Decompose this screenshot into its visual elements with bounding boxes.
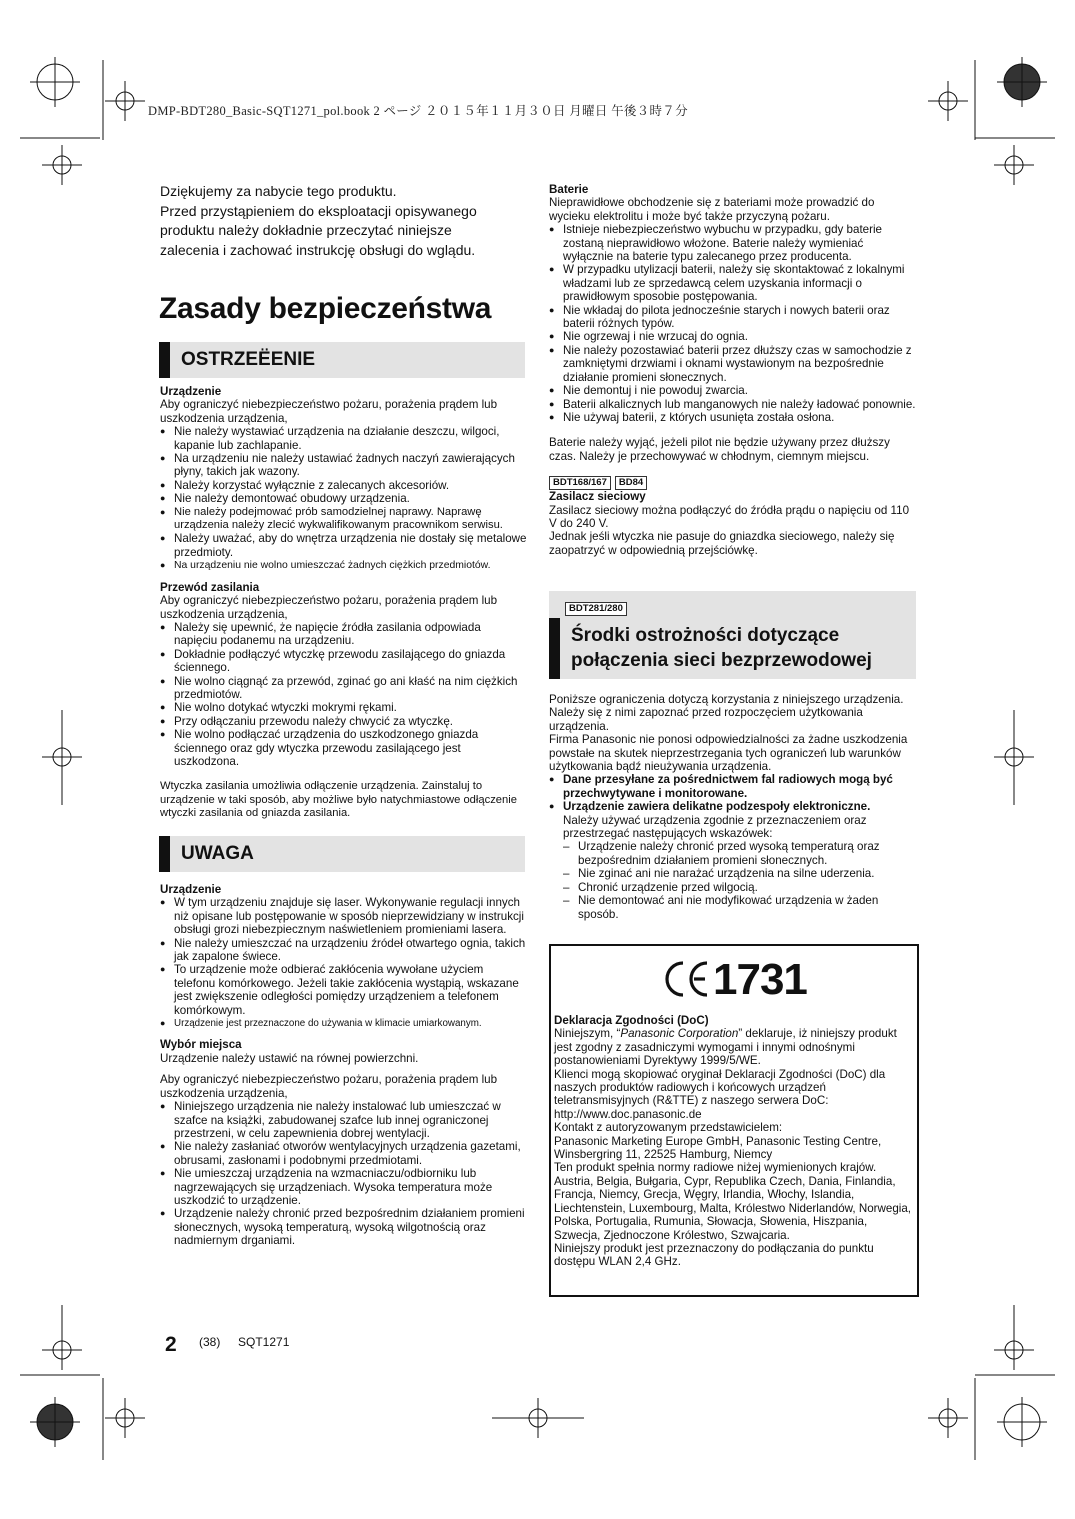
list-item: ● Nie należy zasłaniać otworów wentylacyjnych urządzenia gazetami, obrusami, zasłonami i podobnymi przedmiotami. [160,1140,527,1167]
list-item [549,800,916,840]
declaration-paragraph: Klienci mogą skopiować oryginał Deklaracji Zgodności (DoC) dla naszych produktów radiowych i końcowych urządzeń teletransmisyjnych (R&TTE) z naszego serwera DoC: [554,1067,886,1108]
list-item: ● Nie należy pozostawiać baterii przez dłuższy czas w samochodzie z zamkniętymi drzwiami i oknami wystawionym na bezpośrednie działanie promieni słonecznych. [549,344,916,384]
declaration-paragraph: Panasonic Marketing Europe GmbH, Panasonic Testing Centre, Winsbergring 11, 22525 Hamburg, Niemcy [554,1134,882,1162]
wireless-heading-line: Środki ostrożności dotyczące [571,625,840,646]
declaration-box [549,944,919,1297]
list-item: ● Należy uważać, aby do wnętrza urządzenia nie dostały się metalowe przedmioty. [160,532,527,559]
text-span: ” deklaruje, iż niniejszy produkt jest zgodny z zasadniczymi wymogami i innymi odnośnymi postanowieniami Dyrektywy 1999/5/WE. [554,1027,897,1068]
wireless-list [549,773,916,840]
document-code: SQT1271 [238,1335,290,1349]
list-item: ● Nie wolno ciągnąć za przewód, zginać go ani kłaść na nim ciężkich przedmiotów. [160,675,527,702]
list-item: ● Nie należy wystawiać urządzenia na działanie deszczu, wilgoci, kapanie lub zachlapanie. [160,425,527,452]
list-item: ● Nie wolno podłączać urządzenia do uszkodzonego gniazda ściennego oraz gdy wtyczka przewodu zasilającego jest uszkodzona. [160,728,527,768]
list-item: – Nie demontować ani nie modyfikować urządzenia w żaden sposób. [563,894,916,921]
bold-text: Dane przesyłane za pośrednictwem fal radiowych mogą być przechwytywane i monitorowane. [563,773,893,800]
batteries-intro: Nieprawidłowe obchodzenie się z bateriami może prowadzić do wycieku elektrolitu i może być także przyczyną pożaru. [549,196,875,223]
list-item: ● Urządzenie należy chronić przed bezpośrednim działaniem promieni słonecznych, wysoką temperaturą, wysoką wilgotnością oraz nadmiernym drganiami. [160,1207,527,1247]
place-intro: Aby ograniczyć niebezpieczeństwo pożaru, porażenia prądem lub uszkodzenia urządzenia, [160,1073,498,1100]
page-reference: (38) [199,1335,221,1349]
list-item: ● Istnieje niebezpieczeństwo wybuchu w przypadku, gdy baterie zostaną nieprawidłowo włożone. Baterie należy wymieniać wyłącznie na baterie typu zalecanego przez producenta. [549,223,916,263]
heading-mark [159,836,170,872]
doc-url: http://www.doc.panasonic.de [554,1107,702,1121]
device-subtitle: Urządzenie [160,385,222,398]
caution-heading: UWAGA [181,843,254,864]
device-warning-list [160,425,527,572]
heading-mark [159,342,170,378]
caution-heading-bar [159,836,525,872]
caution-device-list [160,896,527,1030]
list-item: ● Niniejszego urządzenia nie należy instalować lub umieszczać w szafce na książki, zabudowanej szafce lub innej ograniczonej przestrzeni, w celu zapewnienia dobrej wentylacji. [160,1100,527,1140]
cord-subtitle: Przewód zasilania [160,580,260,594]
declaration-paragraph: Kontakt z autoryzowanym przedstawicielem: [554,1121,783,1135]
batteries-subtitle: Baterie [549,183,589,196]
caution-device-subtitle: Urządzenie [160,883,222,896]
page-title: Zasady bezpieczeństwa [159,292,492,325]
intro-line: zalecenia i zachować instrukcję obsługi do wglądu. [160,241,476,258]
list-item: ● Nie demontuj i nie powoduj zwarcia. [549,384,916,397]
place-subtitle: Wybór miejsca [160,1038,242,1052]
warning-heading-bar [159,342,525,378]
intro-text [160,182,520,260]
declaration-paragraph: Ten produkt spełnia normy radiowe niżej wymienionych krajów. [554,1161,877,1175]
heading-mark [549,618,560,679]
cord-warning-list [160,621,527,768]
list-item: ● Należy korzystać wyłącznie z zalecanych akcesoriów. [160,479,527,492]
list-item: ● Nie umieszczaj urządzenia na wzmacniaczu/odbiorniku lub nagrzewających się urządzeniach. Wysoka temperatura może uszkodzić to urządzenie. [160,1167,527,1207]
file-header: DMP-BDT280_Basic-SQT1271_pol.book 2 ページ ２０１５年１１月３０日 月曜日 午後３時７分 [148,104,688,118]
list-item: ● Należy się upewnić, że napięcie źródła zasilania odpowiada napięciu podanemu na urządzeniu. [160,621,527,648]
list-item: ● W tym urządzeniu znajduje się laser. Wykonywanie regulacji innych niż opisane lub postępowanie w sposób nieprzewidziany w instrukcji obsługi grozi niebezpiecznym naświetleniem promieniami lasera. [160,896,527,936]
country-list: Austria, Belgia, Bułgaria, Cypr, Republika Czech, Dania, Finlandia, Francja, Niemcy, Grecja, Węgry, Irlandia, Włochy, Islandia, Liechtenstein, Luxembourg, Malta, Królestwo Niderlandów, Norwegia, Polska, Portugalia, Rumunia, Słowacja, Słowenia, Hiszpania, Szwecja, Zjednoczone Królestwo, Szwajcaria. [554,1174,912,1242]
list-item [549,773,916,800]
model-tag: BDT281/280 [565,602,627,616]
list-item: ● Przy odłączaniu przewodu należy chwycić za wtyczkę. [160,715,527,728]
adapter-text: Jednak jeśli wtyczka nie pasuje do gniazdka sieciowego, należy się zaopatrzyć w odpowiednią przejściówkę. [549,530,895,557]
device-intro: Aby ograniczyć niebezpieczeństwo pożaru, porażenia prądem lub uszkodzenia urządzenia, [160,398,498,425]
declaration-paragraph [554,1027,914,1067]
declaration-text [554,1014,914,1269]
list-item: ● Nie należy podejmować prób samodzielnej naprawy. Naprawę urządzenia należy zlecić wykwalifikowanym pracownikom serwisu. [160,506,527,533]
model-tags [549,475,916,490]
warning-heading: OSTRZEËENIE [181,349,316,370]
wireless-heading [571,623,872,673]
list-item: ● Nie należy umieszczać na urządzeniu źródeł otwartego ognia, takich jak zapalone świece. [160,937,527,964]
list-item: ● Urządzenie jest przeznaczone do używania w klimacie umiarkowanym. [160,1017,527,1030]
ce-mark [663,955,807,1004]
cord-intro: Aby ograniczyć niebezpieczeństwo pożaru, porażenia prądem lub uszkodzenia urządzenia, [160,594,498,621]
text-span: Niniejszym, “ [554,1027,621,1041]
adapter-subtitle: Zasilacz sieciowy [549,490,646,504]
declaration-paragraph: Niniejszy produkt jest przeznaczony do podłączania do punktu dostępu WLAN 2,4 GHz. [554,1241,874,1269]
place-list [160,1100,527,1247]
intro-line: produktu należy dokładnie przeczytać niniejsze [160,222,452,238]
list-item: – Nie zginać ani nie narażać urządzenia na silne uderzenia. [563,867,916,880]
caution-section [160,883,527,1248]
bold-text: Urządzenie zawiera delikatne podzespoły elektroniczne. [563,800,871,814]
list-item: ● W przypadku utylizacji baterii, należy się skontaktować z lokalnymi władzami lub ze sprzedawcą celem uzyskania informacji o prawidłowym sposobie postępowania. [549,263,916,303]
list-item: ● Nie wkładaj do pilota jednocześnie starych i nowych baterii oraz baterii różnych typów. [549,304,916,331]
list-item: – Chronić urządzenie przed wilgocią. [563,881,916,894]
batteries-list [549,223,916,424]
list-item: ● Na urządzeniu nie wolno umieszczać żadnych ciężkich przedmiotów. [160,559,527,572]
list-item: ● Nie należy demontować obudowy urządzenia. [160,492,527,505]
list-item: – Urządzenie należy chronić przed wysoką temperaturą oraz bezpośrednim działaniem promieni słonecznych. [563,840,916,867]
batteries-footer: Baterie należy wyjąć, jeżeli pilot nie będzie używany przez dłuższy czas. Należy je przechowywać w chłodnym, ciemnym miejscu. [549,436,890,463]
list-item: ● Dokładnie podłączyć wtyczkę przewodu zasilającego do gniazda ściennego. [160,648,527,675]
wireless-heading-line: połączenia sieci bezprzewodowej [571,650,872,671]
list-item: ● To urządzenie może odbierać zakłócenia wywołane użyciem telefonu komórkowego. Jeżeli takie zakłócenia wystąpią, wskazane jest zwiększenie odległości pomiędzy urządzeniem a telefonem komórkowym. [160,963,527,1017]
batteries-section [549,183,916,557]
wireless-text: Firma Panasonic nie ponosi odpowiedzialności za żadne uszkodzenia powstałe na skutek nieprzestrzegania tych ograniczeń lub warunków użytkowania bądź nieużywania urządzenia. [549,733,908,774]
wireless-text: Poniższe ograniczenia dotyczą korzystania z niniejszego urządzenia. Należy się z nimi zapoznać przed rozpoczęciem użytkowania urządzenia. [549,693,904,733]
list-item: ● Na urządzeniu nie należy ustawiać żadnych naczyń zawierających płyny, takich jak wazony. [160,452,527,479]
adapter-text: Zasilacz sieciowy można podłączyć do źródła prądu o napięciu od 110 V do 240 V. [549,503,910,530]
list-text: Należy używać urządzenia zgodnie z przeznaczeniem oraz przestrzegać następujących wskazówek: [563,813,867,841]
list-item: ● Nie ogrzewaj i nie wrzucaj do ognia. [549,330,916,343]
wireless-heading-box [549,591,916,679]
intro-line: Przed przystąpieniem do eksploatacji opisywanego [160,202,477,219]
model-tag: BDT168/167 [549,476,611,490]
model-tag: BD84 [615,476,647,490]
ce-logo-icon [663,960,713,998]
wireless-dash-list [563,840,916,920]
warning-section [160,385,527,821]
cord-footer: Wtyczka zasilania umożliwia odłączenie urządzenia. Zainstaluj to urządzenie w taki sposób, aby możliwe było natychmiastowe odłączenie wtyczki zasilania od gniazda zasilania. [160,780,517,820]
list-item: ● Nie używaj baterii, z których usunięta została osłona. [549,411,916,424]
intro-line: Dziękujemy za nabycie tego produktu. [160,183,397,199]
list-item: ● Baterii alkalicznych lub manganowych nie należy ładować ponownie. [549,398,916,411]
declaration-title: Deklaracja Zgodności (DoC) [554,1014,709,1027]
ce-number: 1731 [713,955,807,1004]
company-name: Panasonic Corporation [620,1027,739,1041]
place-text: Urządzenie należy ustawić na równej powierzchni. [160,1051,419,1065]
page-number: 2 [165,1333,177,1356]
list-item: ● Nie wolno dotykać wtyczki mokrymi rękami. [160,701,527,714]
wireless-section [549,693,916,921]
